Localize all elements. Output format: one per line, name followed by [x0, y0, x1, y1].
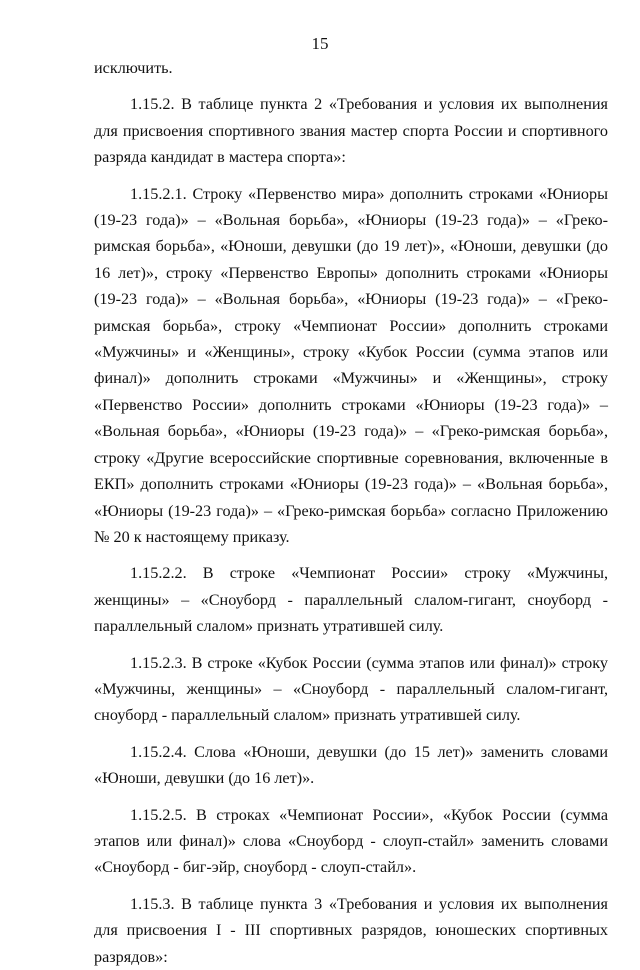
paragraph-1-15-2-5: 1.15.2.5. В строках «Чемпионат России», «Кубок России (сумма этапов или финал)» слова «Сноуборд - слоуп-стайл» заменить словами «Сноуборд - биг-эйр, сноуборд - слоуп-стайл».: [94, 805, 608, 877]
paragraph-1-15-2-4: 1.15.2.4. Слова «Юноши, девушки (до 15 лет)» заменить словами «Юноши, девушки (до 16 лет)».: [94, 742, 608, 788]
page-number: 15: [311, 34, 329, 53]
paragraph-continuation: исключить.: [94, 59, 173, 77]
paragraph-1-15-2: 1.15.2. В таблице пункта 2 «Требования и условия их выполнения для присвоения спортивного звания мастер спорта России и спортивного разряда кандидат в мастера спорта»:: [94, 95, 608, 167]
paragraph-1-15-2-3: 1.15.2.3. В строке «Кубок России (сумма этапов или финал)» строку «Мужчины, женщины» – «Сноуборд - параллельный слалом-гигант, сноуборд - параллельный слалом» признать утратившей силу.: [94, 653, 608, 725]
paragraph-1-15-2-1: 1.15.2.1. Строку «Первенство мира» дополнить строками «Юниоры (19-23 года)» – «Вольная борьба», «Юниоры (19-23 года)» – «Греко-римская борьба», «Юноши, девушки (до 19 лет)», «Юноши, девушки (до 16 лет)», строку «Первенство Европы» дополнить строками «Юниоры (19-23 года)» – «Вольная борьба», «Юниоры (19-23 года)» – «Греко-римская борьба», строку «Чемпионат России» дополнить строками «Мужчины» и «Женщины», строку «Кубок России (сумма этапов или финал)» дополнить строками «Мужчины» и «Женщины», строку «Первенство России» дополнить строками «Юниоры (19-23 года)» – «Вольная борьба», «Юниоры (19-23 года)» – «Греко-римская борьба», строку «Другие всероссийские спортивные соревнования, включенные в ЕКП» дополнить строками «Юниоры (19-23 года)» – «Вольная борьба», «Юниоры (19-23 года)» – «Греко-римская борьба» согласно Приложению № 20 к настоящему приказу.: [94, 184, 608, 546]
paragraph-1-15-3: 1.15.3. В таблице пункта 3 «Требования и условия их выполнения для присвоения I - III спортивных разрядов, юношеских спортивных разрядов»:: [94, 894, 608, 966]
document-body: [94, 55, 608, 970]
paragraph-1-15-2-2: 1.15.2.2. В строке «Чемпионат России» строку «Мужчины, женщины» – «Сноуборд - параллельный слалом-гигант, сноуборд - параллельный слалом» признать утратившей силу.: [94, 564, 608, 636]
